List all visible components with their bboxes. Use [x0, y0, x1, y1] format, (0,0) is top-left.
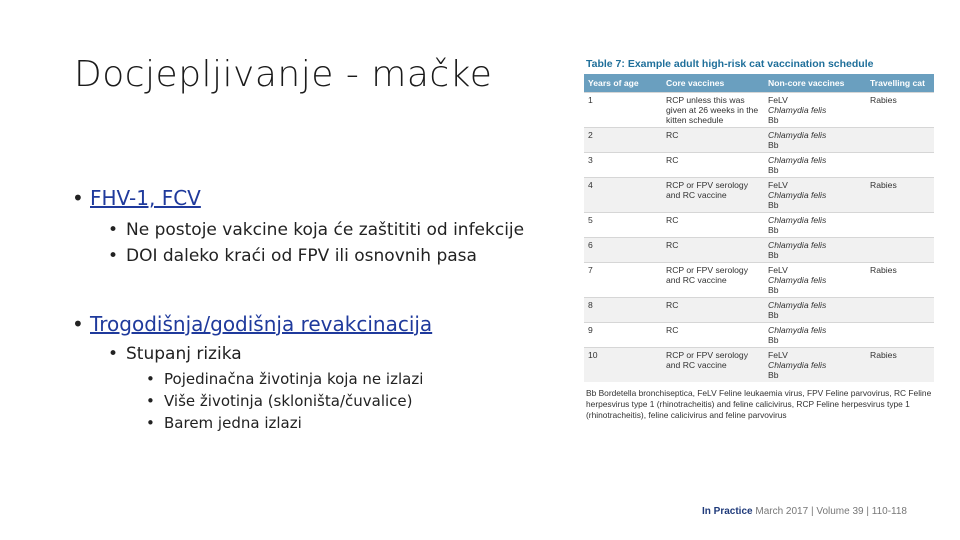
- table-footnote: Bb Bordetella bronchiseptica, FeLV Feline leukaemia virus, FPV Feline parvovirus, RC Feline herpesvirus type 1 (rhinotracheitis) and feline calicivirus, RCP Feline herpesvirus type 1 (rhinotracheitis), feline calicivirus and feline parvovirus: [586, 388, 932, 420]
- bullet-one-outdoor: • Barem jedna izlazi: [72, 414, 592, 432]
- noncore-item: Bb: [768, 115, 779, 125]
- noncore-item: FeLV: [768, 180, 788, 190]
- noncore-item: Chlamydia felis: [768, 300, 827, 310]
- header-core: Core vaccines: [662, 74, 764, 93]
- citation-brand: In Practice: [702, 506, 753, 517]
- noncore-item: Bb: [768, 370, 779, 380]
- table-row: [584, 238, 934, 263]
- table-row: [584, 298, 934, 323]
- bullet-revaccination-link[interactable]: Trogodišnja/godišnja revakcinacija: [90, 312, 433, 336]
- cell-noncore: [764, 298, 866, 323]
- cell-core: RC: [662, 153, 764, 178]
- noncore-item: Chlamydia felis: [768, 360, 827, 370]
- table-header-row: [584, 74, 934, 93]
- cell-year: 4: [584, 178, 662, 213]
- cell-core: RC: [662, 213, 764, 238]
- cell-noncore: [764, 178, 866, 213]
- cell-travel: [866, 323, 934, 348]
- noncore-item: Bb: [768, 335, 779, 345]
- cell-travel: [866, 153, 934, 178]
- bullet-risk-level: • Stupanj rizika: [72, 344, 592, 364]
- table-row: [584, 128, 934, 153]
- header-noncore: Non-core vaccines: [764, 74, 866, 93]
- bullet-single-indoor: • Pojedinačna životinja koja ne izlazi: [72, 370, 592, 388]
- cell-noncore: [764, 128, 866, 153]
- citation: [702, 506, 907, 517]
- bullet-list: [72, 186, 592, 432]
- noncore-item: Chlamydia felis: [768, 240, 827, 250]
- cell-core: RC: [662, 323, 764, 348]
- cell-noncore: [764, 323, 866, 348]
- header-years: Years of age: [584, 74, 662, 93]
- table-body: [584, 93, 934, 383]
- cell-year: 10: [584, 348, 662, 383]
- cell-noncore: [764, 238, 866, 263]
- header-travel: Travelling cat: [866, 74, 934, 93]
- noncore-item: Chlamydia felis: [768, 105, 827, 115]
- cell-year: 9: [584, 323, 662, 348]
- cell-core: RC: [662, 238, 764, 263]
- cell-travel: Rabies: [866, 93, 934, 128]
- cell-noncore: [764, 348, 866, 383]
- cell-core: RC: [662, 298, 764, 323]
- cell-noncore: [764, 153, 866, 178]
- cell-travel: [866, 128, 934, 153]
- noncore-item: FeLV: [768, 265, 788, 275]
- noncore-item: Bb: [768, 310, 779, 320]
- cell-travel: Rabies: [866, 263, 934, 298]
- bullet-revaccination: [72, 312, 592, 336]
- noncore-item: Chlamydia felis: [768, 325, 827, 335]
- cell-core: RCP or FPV serology and RC vaccine: [662, 263, 764, 298]
- bullet-multi-animal: • Više životinja (skloništa/čuvalice): [72, 392, 592, 410]
- cell-travel: Rabies: [866, 348, 934, 383]
- cell-year: 6: [584, 238, 662, 263]
- cell-noncore: [764, 263, 866, 298]
- noncore-item: Chlamydia felis: [768, 190, 827, 200]
- cell-year: 2: [584, 128, 662, 153]
- cell-year: 1: [584, 93, 662, 128]
- noncore-item: Chlamydia felis: [768, 155, 827, 165]
- slide-title: Docjepljivanje - mačke: [74, 54, 493, 95]
- table-title: Table 7: Example adult high-risk cat vaccination schedule: [586, 58, 874, 70]
- noncore-item: Chlamydia felis: [768, 130, 827, 140]
- cell-core: RCP unless this was given at 26 weeks in the kitten schedule: [662, 93, 764, 128]
- cell-core: RCP or FPV serology and RC vaccine: [662, 178, 764, 213]
- table-row: [584, 213, 934, 238]
- table-row: [584, 178, 934, 213]
- bullet-fhv-fcv: [72, 186, 592, 210]
- table-row: [584, 263, 934, 298]
- noncore-item: Bb: [768, 165, 779, 175]
- cell-travel: [866, 298, 934, 323]
- noncore-item: FeLV: [768, 350, 788, 360]
- cell-year: 7: [584, 263, 662, 298]
- vaccination-table-figure: [584, 58, 934, 421]
- cell-noncore: [764, 213, 866, 238]
- cell-year: 3: [584, 153, 662, 178]
- noncore-item: Bb: [768, 140, 779, 150]
- bullet-doi: • DOI daleko kraći od FPV ili osnovnih pasa: [72, 246, 592, 266]
- cell-year: 8: [584, 298, 662, 323]
- noncore-item: Chlamydia felis: [768, 275, 827, 285]
- vaccination-table: [584, 74, 934, 382]
- noncore-item: Chlamydia felis: [768, 215, 827, 225]
- bullet-fhv-fcv-link[interactable]: FHV-1, FCV: [90, 186, 201, 210]
- cell-travel: [866, 213, 934, 238]
- noncore-item: Bb: [768, 285, 779, 295]
- cell-year: 5: [584, 213, 662, 238]
- bullet-no-vaccine: • Ne postoje vakcine koja će zaštititi od infekcije: [72, 220, 592, 240]
- noncore-item: Bb: [768, 225, 779, 235]
- table-row: [584, 348, 934, 383]
- table-row: [584, 323, 934, 348]
- noncore-item: FeLV: [768, 95, 788, 105]
- cell-core: RC: [662, 128, 764, 153]
- citation-details: March 2017 | Volume 39 | 110-118: [755, 506, 907, 517]
- cell-travel: Rabies: [866, 178, 934, 213]
- cell-travel: [866, 238, 934, 263]
- cell-noncore: [764, 93, 866, 128]
- noncore-item: Bb: [768, 200, 779, 210]
- table-row: [584, 93, 934, 128]
- noncore-item: Bb: [768, 250, 779, 260]
- table-row: [584, 153, 934, 178]
- cell-core: RCP or FPV serology and RC vaccine: [662, 348, 764, 383]
